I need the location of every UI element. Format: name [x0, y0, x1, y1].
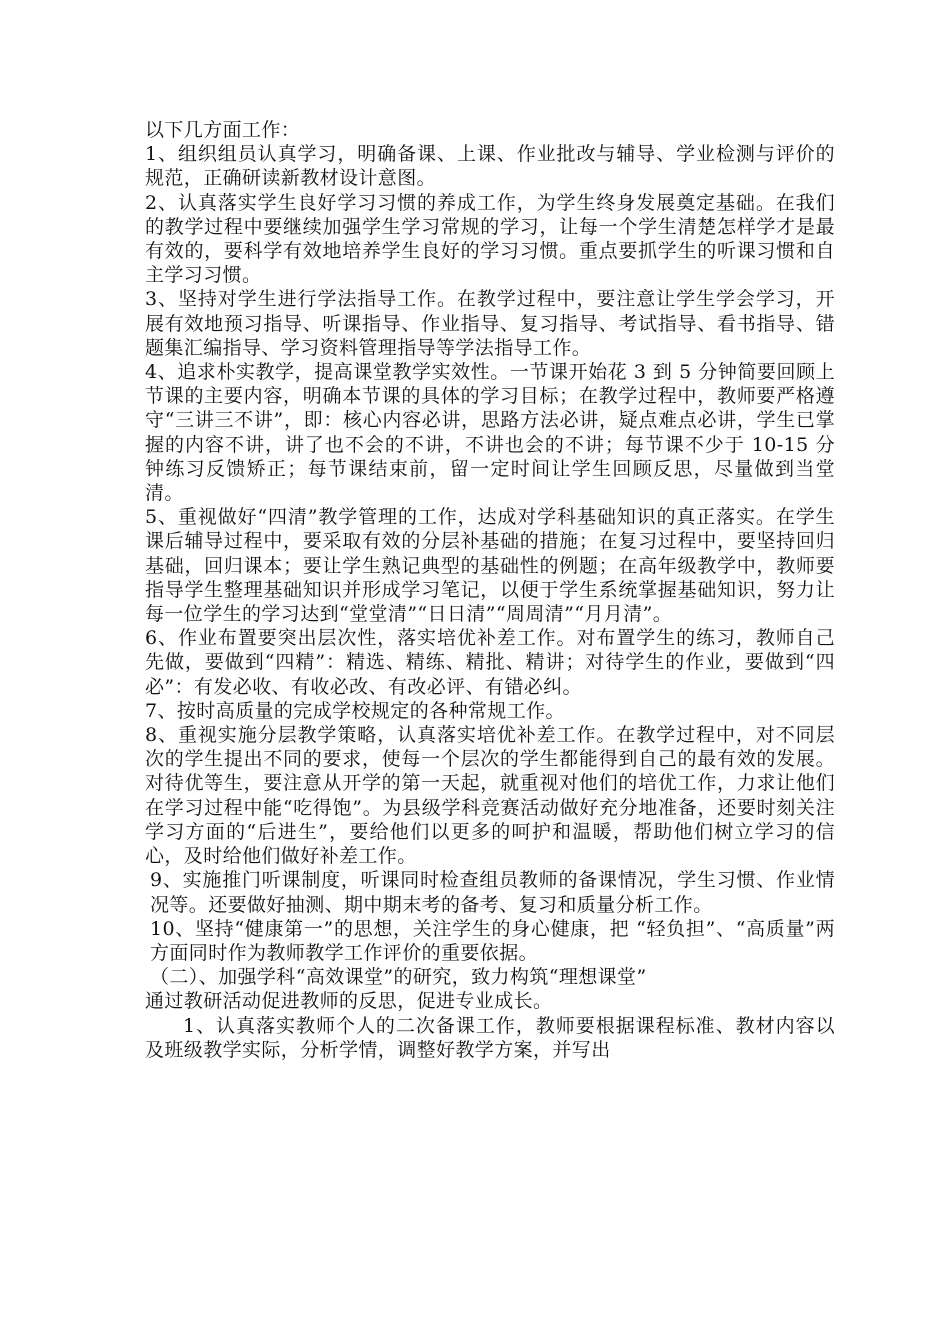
paragraph-item-9: 9、实施推门听课制度，听课同时检查组员教师的备课情况，学生习惯、作业情况等。还要做好抽测、期中期末考的备考、复习和质量分析工作。 — [150, 869, 835, 916]
paragraph-item-1: 1、组织组员认真学习，明确备课、上课、作业批改与辅导、学业检测与评价的规范，正确研读新教材设计意图。 — [145, 143, 835, 190]
paragraph-item-7: 7、按时高质量的完成学校规定的各种常规工作。 — [145, 699, 565, 722]
paragraph-item-4: 4、追求朴实教学，提高课堂教学实效性。一节课开始花 3 到 5 分钟简要回顾上节课的主要内容，明确本节课的具体的学习目标；在教学过程中，教师要严格遵守“三讲三不讲”，即：核心内容必讲，思路方法必讲，疑点难点必讲，学生已掌握的内容不讲，讲了也不会的不讲，不讲也会的不讲；每节课不少于 10-15 分钟练习反馈矫正；每节课结束前，留一定时间让学生回顾反思，尽量做到当堂清。 — [145, 361, 835, 505]
paragraph-intro: 以下几方面工作： — [145, 119, 301, 141]
document-body — [145, 118, 835, 1062]
paragraph-item-2: 2、认真落实学生良好学习习惯的养成工作，为学生终身发展奠定基础。在我们的教学过程中要继续加强学生学习常规的学习，让每一个学生清楚怎样学才是最有效的，要科学有效地培养学生良好的学习习惯。重点要抓学生的听课习惯和自主学习习惯。 — [145, 191, 835, 287]
paragraph-item-6: 6、作业布置要突出层次性，落实培优补差工作。对布置学生的练习，教师自己先做，要做到“四精”：精选、精练、精批、精讲；对待学生的作业，要做到“四必”：有发必收、有收必改、有改必评、有错必纠。 — [145, 627, 835, 698]
paragraph-section-2-item-1: 1、认真落实教师个人的二次备课工作，教师要根据课程标准、教材内容以及班级教学实际，分析学情，调整好教学方案，并写出 — [145, 1014, 835, 1061]
paragraph-item-5: 5、重视做好“四清”教学管理的工作，达成对学科基础知识的真正落实。在学生课后辅导过程中，要采取有效的分层补基础的措施；在复习过程中，要坚持回归基础，回归课本；要让学生熟记典型的基础性的例题；在高年级教学中，教师要指导学生整理基础知识并形成学习笔记，以便于学生系统掌握基础知识，努力让每一位学生的学习达到“堂堂清”“日日清”“周周清”“月月清”。 — [145, 506, 835, 626]
paragraph-section-2-intro: 通过教研活动促进教师的反思，促进专业成长。 — [145, 990, 553, 1013]
section-heading-2: （二）、加强学科“高效课堂”的研究，致力构筑“理想课堂” — [150, 966, 647, 989]
paragraph-item-8: 8、重视实施分层教学策略，认真落实培优补差工作。在教学过程中，对不同层次的学生提出不同的要求，使每一个层次的学生都能得到自己的最有效的发展。对待优等生，要注意从开学的第一天起，就重视对他们的培优工作，力求让他们在学习过程中能“吃得饱”。为县级学科竞赛活动做好充分地准备，还要时刻关注学习方面的“后进生”，要给他们以更多的呵护和温暖，帮助他们树立学习的信心，及时给他们做好补差工作。 — [145, 724, 835, 868]
paragraph-item-10: 10、坚持“健康第一”的思想，关注学生的身心健康，把 “轻负担”、“高质量”两方面同时作为教师教学工作评价的重要依据。 — [150, 917, 835, 964]
paragraph-item-3: 3、坚持对学生进行学法指导工作。在教学过程中，要注意让学生学会学习，开展有效地预习指导、听课指导、作业指导、复习指导、考试指导、看书指导、错题集汇编指导、学习资料管理指导等学法指导工作。 — [145, 288, 835, 359]
